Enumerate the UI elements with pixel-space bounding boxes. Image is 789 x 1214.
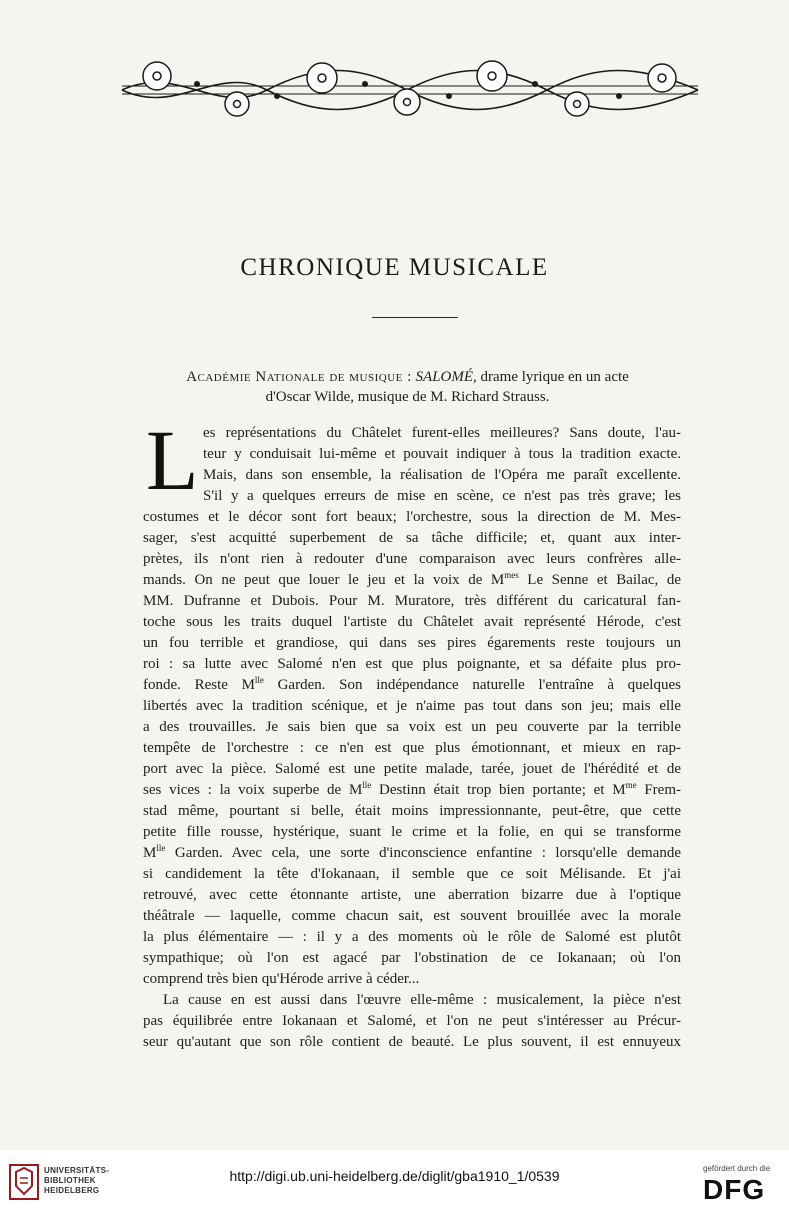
floral-ornament-header	[117, 54, 703, 126]
text-line: La cause en est aussi dans l'œuvre elle-même : musicalement, la pièce n'est	[163, 992, 681, 1008]
text-line: la plus élémentaire — : il y a des moments où le rôle de Salomé est plutôt	[143, 929, 681, 945]
drop-cap: L	[146, 412, 199, 508]
text-line: seur qu'autant que son rôle contient de beauté. Le plus souvent, il est ennuyeux	[143, 1034, 681, 1050]
text-line: roi : sa lutte avec Salomé n'en est que plus poignante, et sa défaite plus pro-	[143, 656, 681, 672]
text-line: petite fille rousse, hystérique, suant le crime et la folie, en qui se transforme	[143, 824, 681, 840]
text-line: un fou terrible et grandiose, qui dans ses pires égarements reste toujours un	[143, 635, 681, 651]
text-line: S'il y a quelques erreurs de mise en scène, ce n'est pas très grave; les	[203, 488, 681, 504]
text-line: MM. Dufranne et Dubois. Pour M. Muratore, très différent du caricatural fan-	[143, 593, 681, 609]
article-body	[143, 412, 681, 1053]
title-divider	[372, 317, 458, 318]
text-line: teur y conduisait lui-même et pouvait indiquer à tous la tradition exacte.	[203, 446, 681, 462]
text-line: tempête de l'orchestre : ce n'en est que plus émotionnant, et mieux en rap-	[143, 740, 681, 756]
text-line: es représentations du Châtelet furent-elles meilleures? Sans doute, l'au-	[203, 425, 681, 441]
article-title: CHRONIQUE MUSICALE	[240, 254, 549, 281]
text-line: pas équilibrée entre Iokanaan et Salomé, et l'on ne peut s'intéresser au Précur-	[143, 1013, 681, 1029]
text-line: stad même, pourtant si belle, était moins impressionnante, peut-être, que cette	[143, 803, 681, 819]
text-line: mands. On ne peut que louer le jeu et la voix de $M^{mes}$ Le Senne et Bailac, de	[143, 570, 681, 588]
dfg-logo: DFG	[703, 1174, 766, 1205]
text-line: fonde. Reste $M^{lle}$ Garden. Son indépendance naturelle l'entraîne à quelques	[143, 675, 681, 693]
text-line: port avec la pièce. Salomé est une petite malade, tarée, jouet de l'hérédité et de	[143, 761, 681, 777]
text-line: prètes, ils n'ont rien à redouter d'une comparaison avec leurs confrères alle-	[143, 551, 681, 567]
subtitle-work-title: SALOMÉ,	[415, 369, 477, 385]
text-line: sager, s'est acquitté superbement de sa tâche difficile; et, quant aux inter-	[143, 530, 681, 546]
text-line: si candidement la tête d'Iokanaan, il semble que ce soit Mélisande. Et j'ai	[143, 866, 681, 882]
text-line: toche sous les traits duquel l'artiste du Châtelet avait représenté Hérode, c'est	[143, 614, 681, 630]
text-line: libertés avec la tradition scénique, et je n'aime pas tout dans son jeu; mais elle	[143, 698, 681, 714]
text-line: costumes et le décor sont fort beaux; l'orchestre, sous la direction de M. Mes-	[143, 509, 681, 525]
text-line: comprend très bien qu'Hérode arrive à céder...	[143, 971, 420, 987]
text-line: a des trouvailles. Je sais bien que sa voix est un peu couverte par la terrible	[143, 719, 681, 735]
permalink[interactable]: http://digi.ub.uni-heidelberg.de/diglit/gba1910_1/0539	[229, 1168, 560, 1184]
viewer-footer	[0, 1150, 789, 1214]
subtitle-institution: Académie Nationale de musique :	[186, 369, 412, 385]
text-line: retrouvé, avec cette étonnante artiste, une aberration bizarre due à l'optique	[143, 887, 681, 903]
text-line: ses vices : la voix superbe de $M^{lle}$ Destinn était trop bien portante; et $M^{me}$ Frem-	[143, 780, 681, 798]
funding-note: gefördert durch die	[703, 1164, 771, 1173]
text-line: sympathique; où l'on est agacé par l'obstination de ce Iokanaan; où l'on	[143, 950, 681, 966]
text-line: Mais, dans son ensemble, la réalisation de l'Opéra me paraît excellente.	[203, 467, 681, 483]
text-line: théâtrale — laquelle, comme chacun sait, est souvent brouillée avec la morale	[143, 908, 681, 924]
text-line: $M^{lle}$ Garden. Avec cela, une sorte d'inconscience enfantine : lorsqu'elle demande	[143, 843, 681, 861]
subtitle-credits: d'Oscar Wilde, musique de M. Richard Strauss.	[265, 389, 550, 405]
subtitle-description: drame lyrique en un acte	[480, 369, 629, 385]
article-subtitle	[120, 367, 695, 407]
library-name-line: UNIVERSITÄTS- BIBLIOTHEK HEIDELBERG	[44, 1166, 110, 1195]
